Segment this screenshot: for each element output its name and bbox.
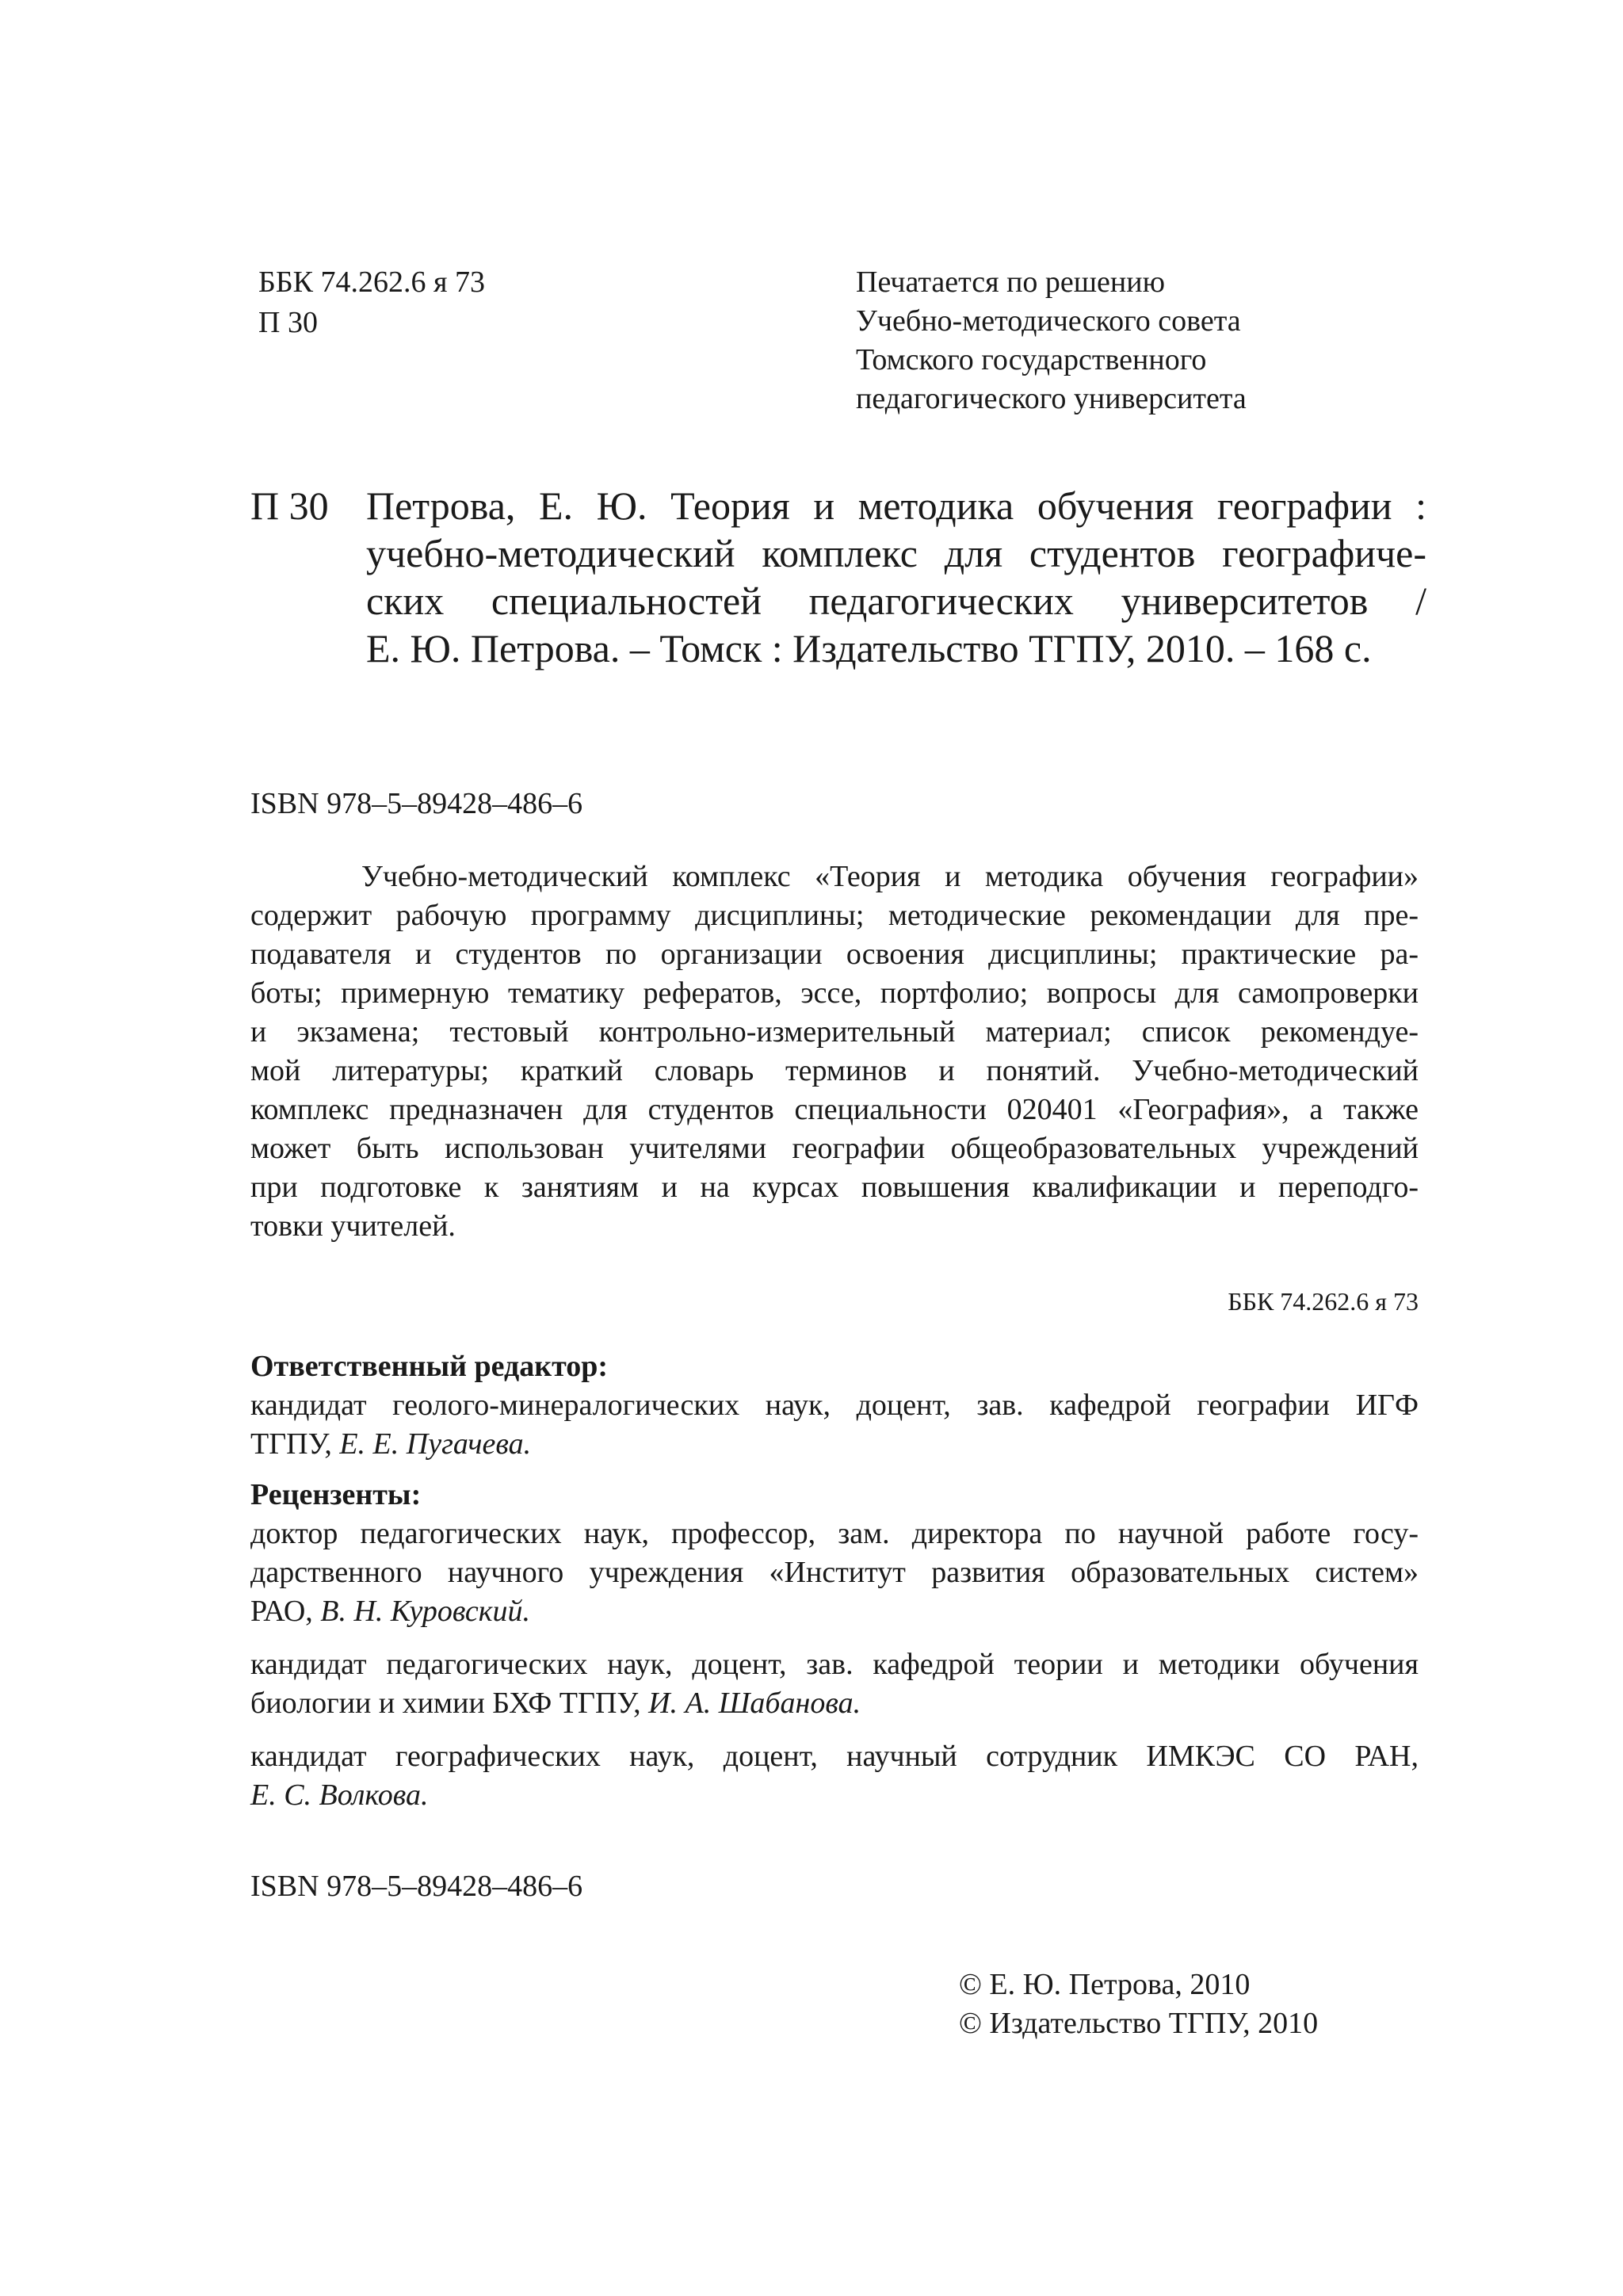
abstract-line: боты; примерную тематику рефератов, эссе, портфолио; вопросы для самопроверки [250,976,1419,1010]
bbk-right: ББК 74.262.6 я 73 [1228,1287,1419,1316]
bib-mark: П 30 [250,483,329,528]
abstract-line: и экзамена; тестовый контрольно-измерительный материал; список рекомендуе- [250,1015,1419,1049]
bib-line: учебно-методический комплекс для студентов географиче- [366,531,1426,575]
reviewer-line: доктор педагогических наук, профессор, зам. директора по научной работе госу- [250,1517,1419,1550]
abstract-line: при подготовке к занятиям и на курсах повышения квалификации и переподго- [250,1171,1419,1204]
approval-line: Томского государственного [856,343,1207,376]
editor-block [250,1347,1419,1464]
copyright-line: © Издательство ТГПУ, 2010 [959,2007,1319,2040]
editor-line [250,1425,1419,1464]
copyright-line: © Е. Ю. Петрова, 2010 [959,1968,1251,2001]
bbk-code: ББК 74.262.6 я 73 [258,266,485,299]
reviewer-name: В. Н. Куровский. [320,1595,531,1628]
abstract-line: товки учителей. [250,1209,456,1243]
isbn-top: ISBN 978–5–89428–486–6 [250,787,583,820]
reviewer-name: И. А. Шабанова. [648,1687,861,1720]
abstract-line: может быть использован учителями географии общеобразовательных учреждений [250,1132,1419,1165]
abstract [250,858,1419,1246]
editor-heading: Ответственный редактор: [250,1350,609,1383]
reviewer-line: кандидат географических наук, доцент, научный сотрудник ИМКЭС СО РАН, [250,1740,1419,1773]
reviewer-line [250,1592,1419,1631]
reviewer-line: кандидат педагогических наук, доцент, зав. кафедрой теории и методики обучения [250,1648,1419,1681]
approval-note [856,263,1247,418]
abstract-line: подавателя и студентов по организации освоения дисциплины; практические ра- [250,938,1419,971]
reviewer-affil: РАО, [250,1595,321,1628]
reviewers-block [250,1476,1419,1815]
approval-line: педагогического университета [856,382,1247,415]
editor-affil: ТГПУ, [250,1427,340,1461]
bib-line: Е. Ю. Петрова. – Томск : Издательство ТГПУ, 2010. – 168 с. [366,626,1372,670]
bib-record [366,482,1426,672]
reviewer-line: дарственного научного учреждения «Институт развития образовательных систем» [250,1556,1419,1589]
abstract-line: Учебно-методический комплекс «Теория и методика обучения географии» [361,860,1419,893]
reviewer-3 [250,1737,1419,1815]
abstract-line: содержит рабочую программу дисциплины; методические рекомендации для пре- [250,899,1419,932]
abstract-line: комплекс предназначен для студентов специальности 020401 «География», а также [250,1093,1419,1126]
copyright-block [959,1966,1318,2043]
reviewer-affil: биологии и химии БХФ ТГПУ, [250,1687,649,1720]
reviewer-1 [250,1515,1419,1631]
header-left [258,263,485,342]
editor-line: кандидат геолого-минералогических наук, доцент, зав. кафедрой географии ИГФ [250,1389,1419,1422]
approval-line: Учебно-методического совета [856,304,1241,338]
isbn-bottom: ISBN 978–5–89428–486–6 [250,1870,583,1903]
bib-line: Петрова, Е. Ю. Теория и методика обучения географии : [366,483,1426,528]
bib-line: ских специальностей педагогических университетов / [366,579,1426,623]
editor-name: Е. Е. Пугачева. [339,1427,532,1461]
reviewer-2 [250,1645,1419,1723]
reviewers-heading: Рецензенты: [250,1478,422,1511]
reviewer-line [250,1684,1419,1723]
author-mark: П 30 [258,306,318,339]
abstract-line: мой литературы; краткий словарь терминов и понятий. Учебно-методический [250,1054,1419,1087]
reviewer-name: Е. С. Волкова. [250,1778,429,1812]
approval-line: Печатается по решению [856,266,1165,299]
